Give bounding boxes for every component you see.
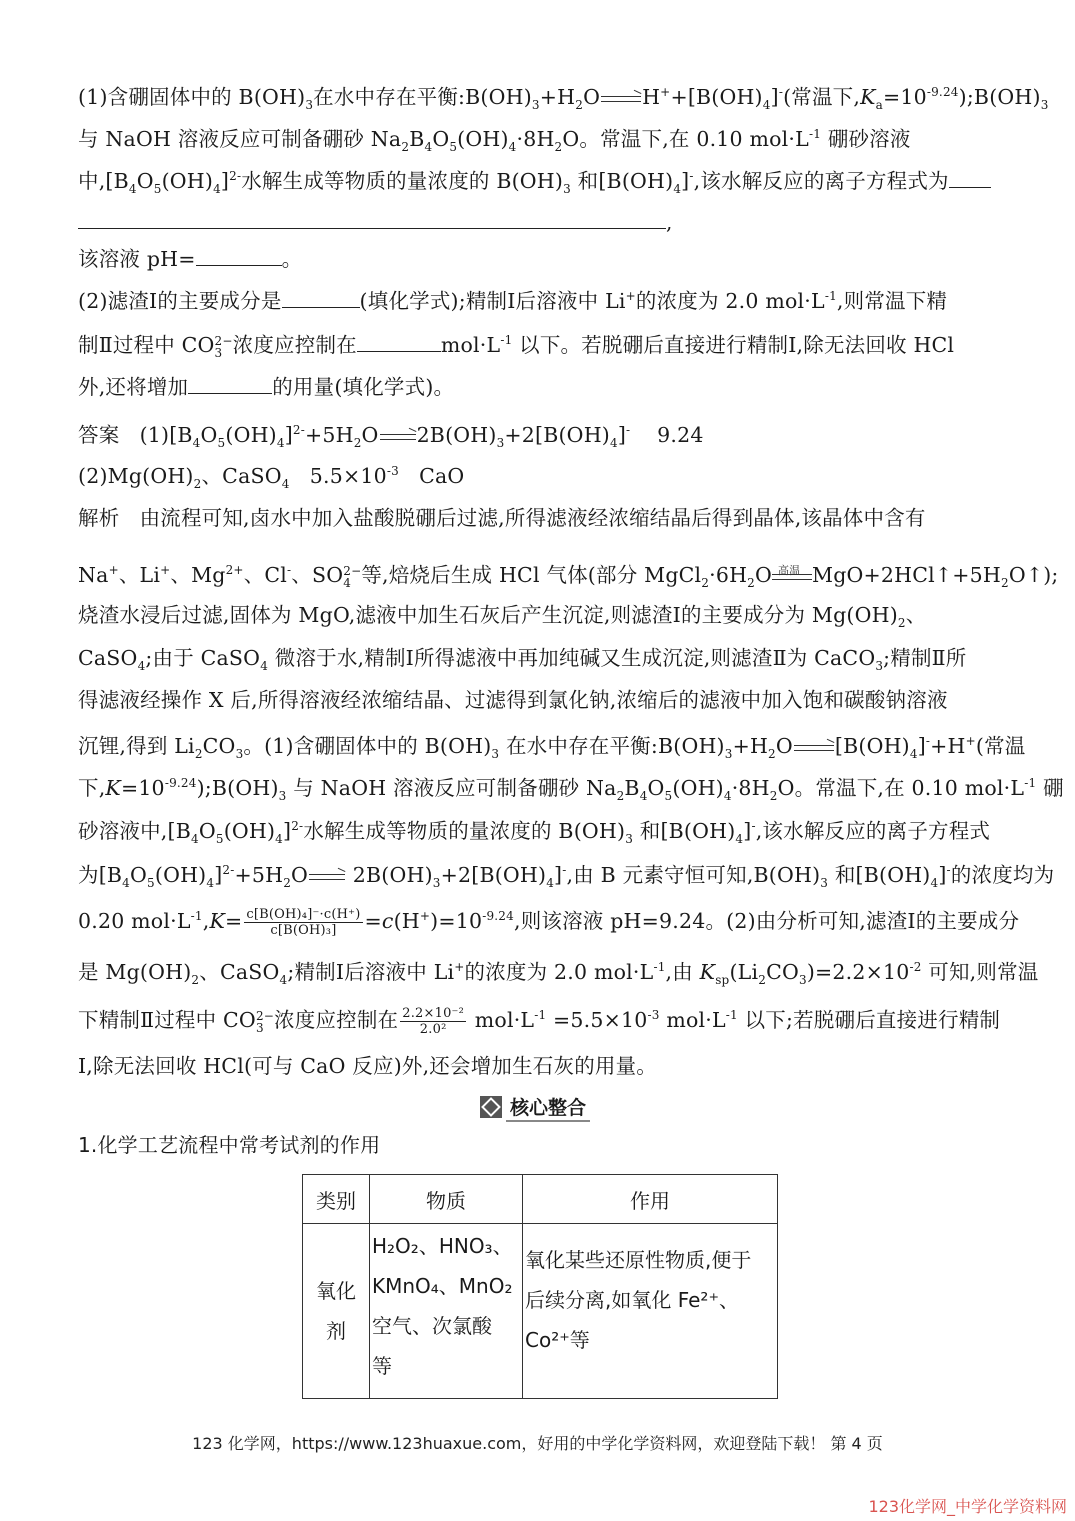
table-header-effect: 作用 [523, 1175, 778, 1224]
q2-line-3: 外,还将增加 的用量(填化学式)。 [78, 375, 455, 399]
concentration-blank[interactable] [357, 331, 441, 352]
answer-line-1: 答案 $(1)[B_4O_5(OH)_4]^{2-}+5H_2O$ $2B(OH)_3+2[B(OH)_4]^-$ 9.24 [78, 423, 704, 451]
equilibrium-arrow-icon [309, 874, 345, 880]
analysis-line-10: 0.20 $mol\cdot L^{-1},K=$ $\frac{\text{c[B(OH)₄]⁻·c(H⁺)}}{\text{c[B(OH)₃]}}$ $=c(H^+)=10^{-9.24}$,则该溶液 pH=9.24。(2)由分析可知,滤渣Ⅰ的主要成分 [78, 907, 1020, 938]
section-title: 核心整合 [506, 1093, 590, 1122]
page-footer: 123 化学网，https://www.123huaxue.com，好用的中学化学资料网，欢迎登陆下载！ 第 4 页 [192, 1434, 883, 1453]
analysis-line-6: 沉锂,得到 $Li_2CO_3$。(1)含硼固体中的 $B(OH)_3$ 在水中存在平衡$:B(OH)_3+H_2O$ $[B(OH)_4]^-+H^+$(常温 [78, 734, 1026, 762]
diamond-icon [480, 1096, 502, 1118]
comma: , [666, 210, 673, 234]
q2-line-1: (2)滤渣Ⅰ的主要成分是 (填化学式);精制Ⅰ后溶液中 Li+的浓度为 2.0 $mol\cdot L^{-1}$,则常温下精 [78, 289, 948, 313]
site-watermark: 123化学网_中学化学资料网 [868, 1497, 1067, 1516]
reagent-table [302, 1174, 778, 1399]
concentration-fraction: $\frac{\text{2.2×10⁻²}}{\text{2.0²}}$ [402, 1006, 465, 1037]
residue-blank[interactable] [282, 287, 360, 308]
equilibrium-arrow-icon [794, 745, 834, 751]
answer-label: 答案 [78, 423, 120, 447]
ph-blank[interactable] [196, 245, 282, 266]
table-row [303, 1224, 778, 1399]
analysis-label: 解析 [78, 506, 120, 530]
analysis-line-13: Ⅰ,除无法回收 HCl(可与 CaO 反应)外,还会增加生石灰的用量。 [78, 1054, 658, 1078]
q1-line-3: 中$,[B_4O_5(OH)_4]^{2-}$水解生成等物质的量浓度的 $B(OH)_3$ 和$[B(OH)_4]^-$,该水解反应的离子方程式为 [78, 166, 998, 196]
answer-line-2: $(2)Mg(OH)_2$、CaSO$_4$ $5.5\times 10^{-3}$ CaO [78, 464, 465, 492]
table-cell-substance: H₂O₂、HNO₃、 KMnO₄、MnO₂ 空气、次氯酸 等 [370, 1224, 523, 1399]
reagent-blank[interactable] [188, 373, 272, 394]
section-header [480, 1094, 590, 1120]
q1-line-1: (1)含硼固体中的 $B(OH)_3$在水中存在平衡$:B(OH)_3+H_2O$ $H^++[B(OH)_4]^-$(常温下$,K_a=10^{-9.24});B(OH)_3$ [78, 85, 1049, 113]
analysis-line-5: 得滤液经操作 X 后,所得溶液经浓缩结晶、过滤得到氯化钠,浓缩后的滤液中加入饱和碳酸钠溶液 [78, 688, 948, 712]
analysis-line-1: 解析 由流程可知,卤水中加入盐酸脱硼后过滤,所得滤液经浓缩结晶后得到晶体,该晶体中含有 [78, 506, 926, 530]
analysis-line-11: 是 $Mg(OH)_2$、CaSO$_4$;精制Ⅰ后溶液中 Li+的浓度为 2.0 $mol\cdot L^{-1}$,由 $K_{sp}(Li_2CO_3)=2.2\times 10^{-2}$ 可知,则常温 [78, 960, 1039, 988]
analysis-line-2: Na+、Li+、$Mg^{2+}$、Cl-、SO 2− 4 等,焙烧后生成 HCl 气体(部分 $MgCl_2\cdot 6H_2O$ 高温 $MgO+2HCl↑+5H_2O↑$); [78, 563, 1059, 591]
table-header-substance: 物质 [370, 1175, 523, 1224]
table-cell-effect: 氧化某些还原性物质,便于 后续分离,如氧化 Fe²⁺、 Co²⁺等 [523, 1224, 778, 1399]
q2-line-2: 制Ⅱ过程中 CO 2− 3 浓度应控制在 $mol\cdot L^{-1}$ 以下。若脱硼后直接进行精制Ⅰ,除无法回收 HCl [78, 333, 955, 360]
analysis-line-7: 下$,K=10^{-9.24});B(OH)_3$ 与 NaOH 溶液反应可制备硼砂 $Na_2B_4O_5(OH)_4\cdot 8H_2O$。常温下,在 0.10 $mol\cdot L^{-1}$ 硼 [78, 776, 1064, 804]
table-cell-category: 氧化 剂 [303, 1224, 370, 1399]
analysis-line-3: 烧渣水浸后过滤,固体为 MgO,滤液中加生石灰后产生沉淀,则滤渣Ⅰ的主要成分为 $Mg(OH)_2$、 [78, 603, 927, 631]
ka-fraction: $\frac{\text{c[B(OH)₄]⁻·c(H⁺)}}{\text{c[B(OH)₃]}}$ [246, 907, 361, 938]
answer-blank[interactable] [949, 167, 991, 188]
q1-line-4: 该溶液 pH= 。 [78, 247, 303, 271]
equilibrium-arrow-icon [380, 434, 416, 440]
analysis-line-12: 下精制Ⅱ过程中 CO 2− 3 浓度应控制在 $\frac{\text{2.2×10⁻²}}{\text{2.0²}}$ $mol\cdot L^{-1} =5.5\times 10^{-3}$ $mol\cdot L^{-1}$ 以下;若脱硼后直接进行精制 [78, 1006, 1001, 1037]
analysis-line-9: 为$[B_4O_5(OH)_4]^{2-}+5H_2O$ $2B(OH)_3+2[B(OH)_4]^-$,由 B 元素守恒可知$,B(OH)_3$ 和$[B(OH)_4]^-$的浓度均为 [78, 863, 1055, 891]
analysis-line-4: CaSO$_4$;由于 CaSO$_4$ 微溶于水,精制Ⅰ所得滤液中再加纯碱又生成沉淀,则滤渣Ⅱ为 CaCO$_3$;精制Ⅱ所 [78, 646, 967, 674]
section-subtitle: 1.化学工艺流程中常考试剂的作用 [78, 1133, 381, 1157]
table-header-row [303, 1175, 778, 1224]
analysis-line-8: 砂溶液中$,[B_4O_5(OH)_4]^{2-}$水解生成等物质的量浓度的 $B(OH)_3$ 和$[B(OH)_4]^-$,该水解反应的离子方程式 [78, 819, 991, 847]
table-header-category: 类别 [303, 1175, 370, 1224]
q1-line-2: 与 NaOH 溶液反应可制备硼砂 $Na_2B_4O_5(OH)_4\cdot 8H_2O$。常温下,在 0.10 $mol\cdot L^{-1}$ 硼砂溶液 [78, 127, 911, 155]
equilibrium-arrow-icon [601, 96, 641, 102]
answer-blank-long[interactable] [78, 228, 666, 229]
high-temperature-sign: 高温 [772, 574, 812, 580]
